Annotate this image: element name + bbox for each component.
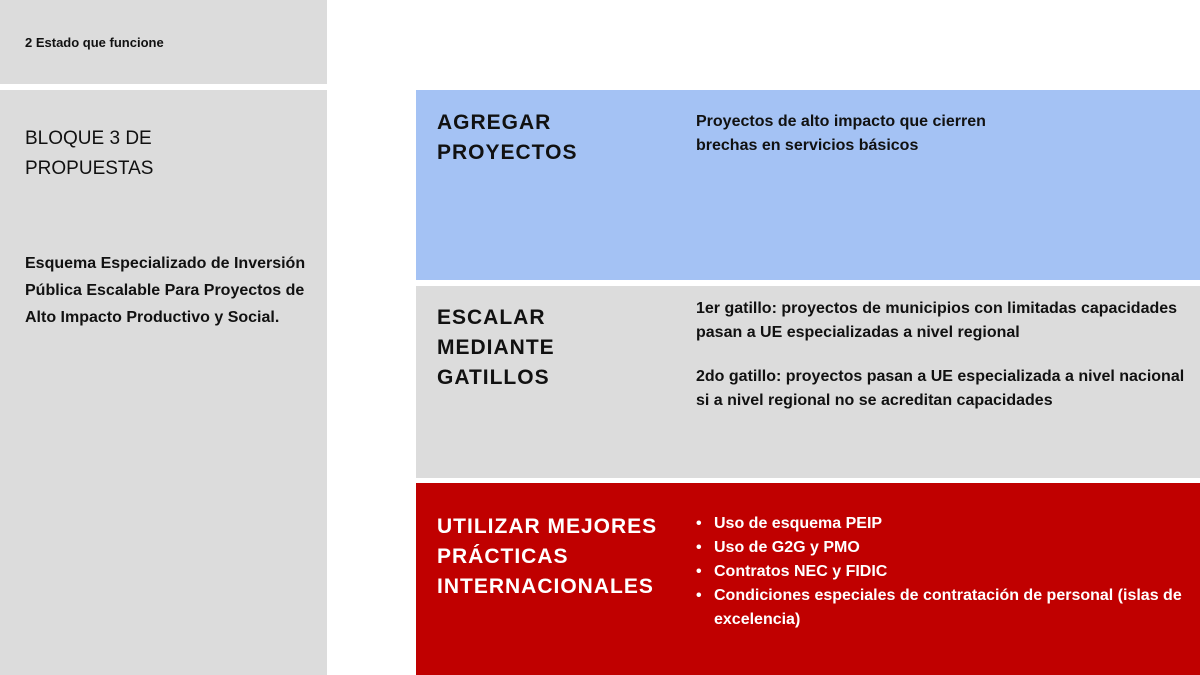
trigger-paragraph: 2do gatillo: proyectos pasan a UE especializada a nivel nacional si a nivel regional no se acreditan capacidades [696, 368, 1185, 409]
band-heading: ESCALAR MEDIANTE GATILLOS [437, 306, 555, 389]
trigger-paragraph: 1er gatillo: proyectos de municipios con limitadas capacidades pasan a UE especializadas a nivel regional [696, 300, 1178, 341]
block-description: Esquema Especializado de Inversión Pública Escalable Para Proyectos de Alto Impacto Productivo y Social. [25, 255, 306, 326]
band-bullets [696, 512, 1186, 632]
band-utilizar [416, 483, 1200, 675]
band-agregar [416, 90, 1200, 280]
bullet-icon: • [696, 587, 702, 604]
bullet-list [696, 512, 1186, 632]
band-paragraphs [696, 297, 1186, 433]
bullet-item: • Condiciones especiales de contratación de personal (islas de excelencia) [696, 584, 1186, 632]
bullet-item: • Contratos NEC y FIDIC [696, 560, 1186, 584]
bullet-icon: • [696, 563, 702, 580]
left-panel [0, 90, 327, 675]
band-escalar [416, 286, 1200, 478]
band-text: Proyectos de alto impacto que cierren brechas en servicios básicos [696, 113, 986, 154]
bullet-item: • Uso de esquema PEIP [696, 512, 1186, 536]
bullet-icon: • [696, 539, 702, 556]
bullet-icon: • [696, 515, 702, 532]
section-tag: 2 Estado que funcione [25, 35, 164, 50]
bullet-item: • Uso de G2G y PMO [696, 536, 1186, 560]
section-tag-panel [0, 0, 327, 84]
block-title: BLOQUE 3 DE PROPUESTAS [25, 128, 154, 179]
band-heading: UTILIZAR MEJORES PRÁCTICAS INTERNACIONALES [437, 515, 658, 598]
band-heading: AGREGAR PROYECTOS [437, 111, 578, 164]
